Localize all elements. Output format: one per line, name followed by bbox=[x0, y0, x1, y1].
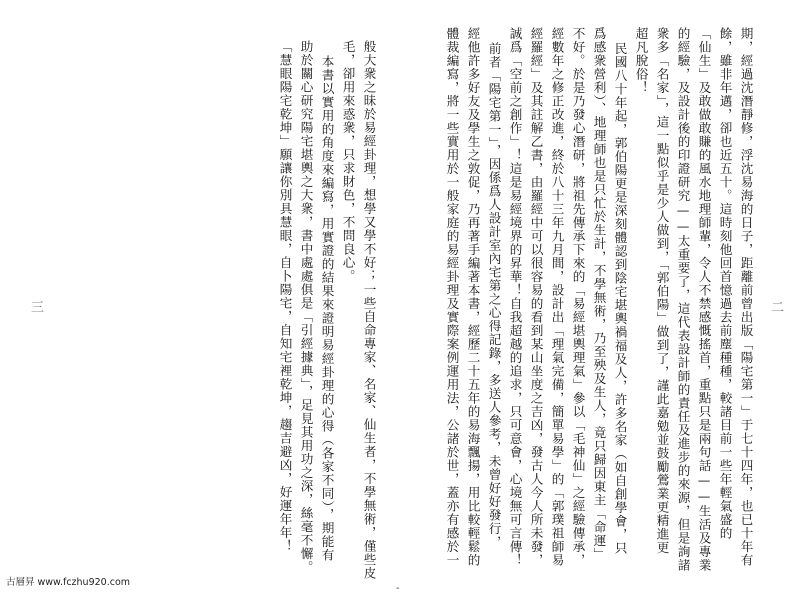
text-column: 經數年之修正改進，終於八十三年九月間，設計出「理氣完備，簡單易學」的「郭璞祖師易 bbox=[549, 27, 565, 567]
text-column: 民國八十年起，郭伯陽更是深刻體認到陰宅堪輿禍福及人，許多名家（如自創學會，只 bbox=[612, 42, 628, 555]
text-column: 「仙生」及敢做敢賺的風水地理師輩，令人不禁感慨搖首，重點只是兩句話——生活及專業 bbox=[696, 27, 712, 572]
page-number-left: 三 bbox=[28, 300, 43, 313]
text-column: 期，經過沈潛靜修，浮沈易海的日子，距離前曾出版「陽宅第一」于七十四年，也已十年有 bbox=[738, 27, 754, 567]
text-column: 餘，雖非年邁，卻也近五十。這時刻他回首憶過去前塵種種，較諸目前一些年輕氣盛的 bbox=[717, 27, 733, 540]
text-column: 經羅經」及其註解乙書，由羅經中可以很容易的看到某山坐度之吉凶，發古人今人所未發， bbox=[528, 27, 544, 567]
text-column: 前者「陽宅第一」，因係爲人設計室內宅第之心得記錄，多送人參考，未曾好好發行， bbox=[486, 42, 502, 549]
text-column: 「慧眼陽宅乾坤」願讓你別具慧眼，自卜陽宅，自知宅裡乾坤，趨吉避凶，好運年年！ bbox=[277, 40, 293, 553]
text-column: 經他許多好友及學生之敦促，乃再著手編著本書，經歷二十五年的易海飄揚，用比較輕鬆的 bbox=[465, 27, 481, 567]
text-column: 體裁編寫，將一些實用於一般家庭的易經卦理及實際案例運用法，公諸於世，蓋亦有感於一 bbox=[444, 27, 460, 567]
text-column: 衆多「名家」，這一點似乎是少人做到，「郭伯陽」做到了，謹此嘉勉並鼓勵鶯業更精進更 bbox=[654, 27, 670, 555]
text-column: 誠爲「空前之創作」！這是易經境界的昇華！自我超越的追求，只可意會，心境無可言傳！ bbox=[507, 27, 523, 567]
gutter-mark: - bbox=[396, 583, 400, 594]
text-column: 超凡脫俗！ bbox=[633, 27, 649, 95]
text-column: 爲感衆營利）、地理師也是只忙於生計，不學無術，乃至殃及生人，竟只歸因東主「命運」 bbox=[591, 27, 607, 561]
text-column: 般大衆之昧於易經卦理，想學又學不好；一些自命專家、名家、仙生者，不學無術，僅些皮 bbox=[361, 40, 377, 580]
text-column: 毛，卻用來惑衆，只求財色，不問良心。 bbox=[340, 40, 356, 283]
text-column: 的經驗，及設計後的印證研究——太重要了，這代表設計師的責任及進步的來源，但是詢諸 bbox=[675, 27, 691, 572]
text-column: 不好。於是乃發心潛研，將祖先傳承下來的「易經堪輿理氣」參以「毛神仙」之經驗傳承， bbox=[570, 27, 586, 567]
footer-watermark: 古層昇 www.fczhu920.com bbox=[6, 577, 131, 588]
text-column: 本書以實用的角度來編寫，用實證的結果來證明易經卦理的心得（各家不同），期能有 bbox=[319, 55, 335, 562]
text-column: 助於關心研究陽宅堪輿之大衆，書中處處俱是「引經據典」，足見其用功之深，絲毫不懈。 bbox=[298, 40, 314, 574]
page-number-right: 二 bbox=[768, 300, 783, 313]
